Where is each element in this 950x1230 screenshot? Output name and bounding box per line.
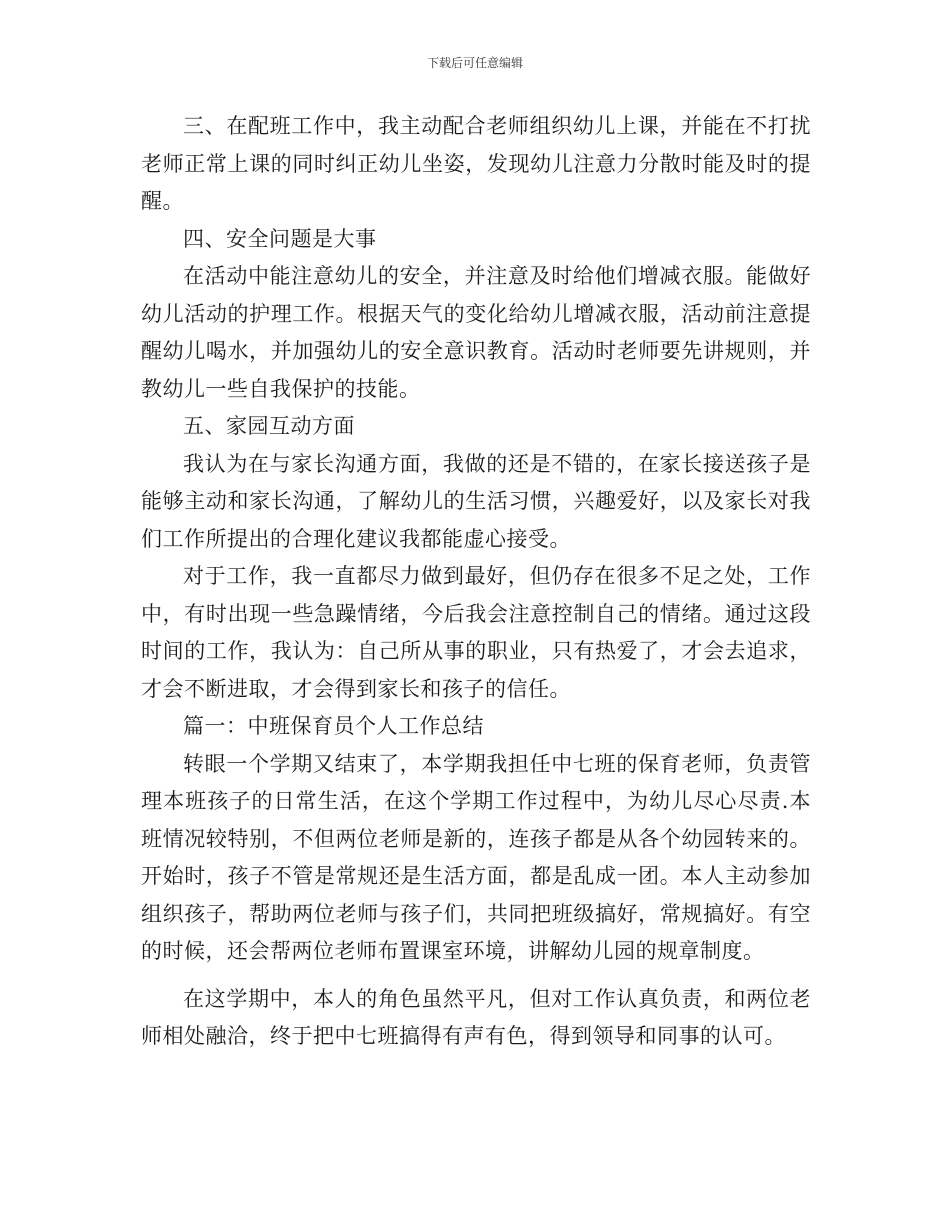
paragraph-safety: 在活动中能注意幼儿的安全，并注意及时给他们增减衣服。能做好幼儿活动的护理工作。根据天气的变化给幼儿增减衣服，活动前注意提醒幼儿喝水，并加强幼儿的安全意识教育。活动时老师要先讲规则，并教幼儿一些自我保护的技能。 [141,264,811,401]
paragraph-section-three: 三、在配班工作中，我主动配合老师组织幼儿上课，并能在不打扰老师正常上课的同时纠正幼儿坐姿，发现幼儿注意力分散时能及时的提醒。 [141,114,811,213]
heading-section-five: 五、家园互动方面 [183,414,355,438]
heading-article-one: 篇一：中班保育员个人工作总结 [183,714,484,738]
paragraph-conclusion: 对于工作，我一直都尽力做到最好，但仍存在很多不足之处，工作中，有时出现一些急躁情绪，今后我会注意控制自己的情绪。通过这段时间的工作，我认为：自己所从事的职业，只有热爱了，才会去追求，才会不断进取，才会得到家长和孩子的信任。 [141,564,811,701]
document-body [141,108,811,1056]
paragraph-semester-summary: 转眼一个学期又结束了，本学期我担任中七班的保育老师，负责管理本班孩子的日常生活，在这个学期工作过程中，为幼儿尽心尽责.本班情况较特别，不但两位老师是新的，连孩子都是从各个幼园转来的。开始时，孩子不管是常规还是生活方面，都是乱成一团。本人主动参加组织孩子，帮助两位老师与孩子们，共同把班级搞好，常规搞好。有空的时候，还会帮两位老师布置课室环境，讲解幼儿园的规章制度。 [141,751,811,963]
heading-section-four: 四、安全问题是大事 [183,226,377,251]
paragraph-role: 在这学期中，本人的角色虽然平凡，但对工作认真负责，和两位老师相处融洽，终于把中七班搞得有声有色，得到领导和同事的认可。 [141,986,811,1048]
header-note: 下载后可任意编辑 [426,56,523,70]
paragraph-parent-communication: 我认为在与家长沟通方面，我做的还是不错的，在家长接送孩子是能够主动和家长沟通，了解幼儿的生活习惯，兴趣爱好，以及家长对我们工作所提出的合理化建议我都能虚心接受。 [141,451,811,551]
